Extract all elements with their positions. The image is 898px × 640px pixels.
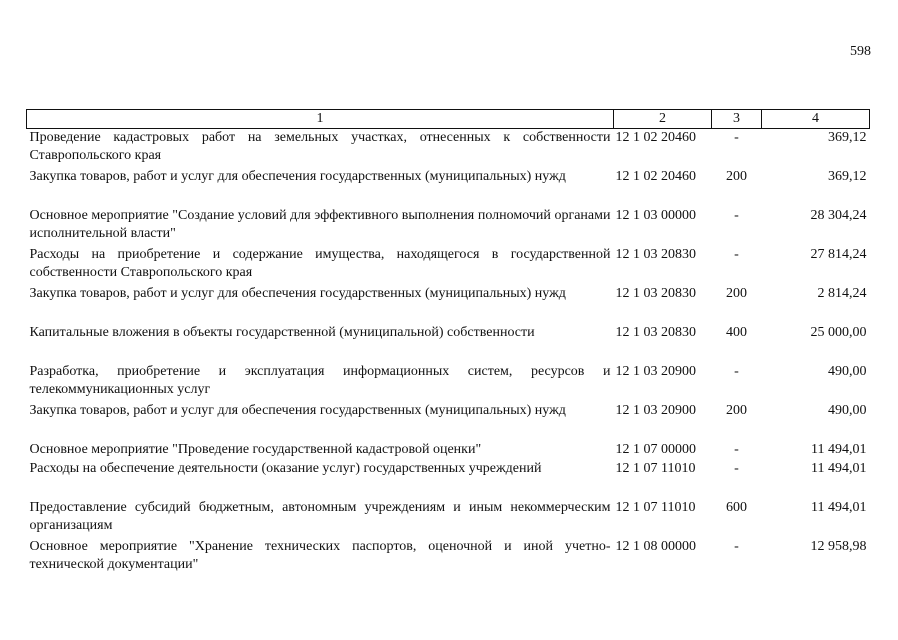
row-code: 12 1 02 20460 (615, 130, 696, 145)
row-amount: 11 494,01 (811, 461, 867, 476)
row-amount: 369,12 (828, 169, 867, 184)
row-type: 200 (726, 403, 747, 418)
row-amount: 12 958,98 (810, 539, 867, 554)
page-number: 598 (850, 44, 871, 59)
table-row (27, 499, 870, 538)
row-type: 400 (726, 325, 747, 340)
row-code: 12 1 02 20460 (615, 169, 696, 184)
row-name: Капитальные вложения в объекты государственной (муниципальной) собственности (29, 325, 535, 340)
row-name: Разработка, приобретение и эксплуатация информационных систем, ресурсов и телекоммуникационных услуг (29, 364, 611, 397)
header-col-4: 4 (762, 110, 870, 129)
row-amount: 11 494,01 (811, 500, 867, 515)
row-name: Предоставление субсидий бюджетным, автономным учреждениям и иным некоммерческим организациям (29, 500, 611, 533)
row-amount: 2 814,24 (817, 286, 867, 301)
row-type: 600 (726, 500, 747, 515)
row-type: 200 (726, 169, 747, 184)
header-col-1: 1 (27, 110, 614, 129)
row-name: Расходы на приобретение и содержание имущества, находящегося в государственной собственности Ставропольского края (29, 247, 611, 280)
row-type: - (734, 364, 739, 379)
row-code: 12 1 07 00000 (615, 442, 696, 457)
row-amount: 11 494,01 (811, 442, 867, 457)
row-amount: 490,00 (828, 364, 867, 379)
row-amount: 27 814,24 (810, 247, 867, 262)
row-type: - (734, 130, 739, 145)
row-name: Основное мероприятие "Хранение технических паспортов, оценочной и иной учетно-технической документации" (29, 539, 611, 572)
row-type: - (734, 208, 739, 223)
row-type: - (734, 461, 739, 476)
row-type: - (734, 247, 739, 262)
row-name: Закупка товаров, работ и услуг для обеспечения государственных (муниципальных) нужд (29, 286, 566, 301)
row-code: 12 1 03 20830 (615, 247, 696, 262)
row-name: Проведение кадастровых работ на земельных участках, отнесенных к собственности Ставропольского края (29, 130, 611, 163)
table-row (27, 363, 870, 402)
row-name: Закупка товаров, работ и услуг для обеспечения государственных (муниципальных) нужд (29, 403, 566, 418)
table-row (27, 285, 870, 324)
row-name: Основное мероприятие "Создание условий для эффективного выполнения полномочий органами исполнительной власти" (29, 208, 611, 241)
table-header-row (27, 110, 870, 129)
table-row (27, 441, 870, 460)
row-type: - (734, 442, 739, 457)
table-row (27, 324, 870, 363)
row-name: Основное мероприятие "Проведение государственной кадастровой оценки" (29, 442, 482, 457)
row-amount: 369,12 (828, 130, 867, 145)
row-amount: 25 000,00 (810, 325, 867, 340)
row-code: 12 1 03 20900 (615, 403, 696, 418)
row-code: 12 1 03 20900 (615, 364, 696, 379)
row-code: 12 1 08 00000 (615, 539, 696, 554)
header-col-2: 2 (614, 110, 712, 129)
header-col-3: 3 (712, 110, 762, 129)
table-row (27, 168, 870, 207)
row-code: 12 1 03 20830 (615, 325, 696, 340)
table-row (27, 402, 870, 441)
row-name: Закупка товаров, работ и услуг для обеспечения государственных (муниципальных) нужд (29, 169, 566, 184)
table-row (27, 538, 870, 577)
table-row (27, 460, 870, 499)
row-type: - (734, 539, 739, 554)
row-name: Расходы на обеспечение деятельности (оказание услуг) государственных учреждений (29, 461, 542, 476)
budget-table (26, 109, 870, 577)
table-row (27, 246, 870, 285)
row-type: 200 (726, 286, 747, 301)
row-code: 12 1 07 11010 (615, 461, 696, 476)
row-amount: 490,00 (828, 403, 867, 418)
table-row (27, 207, 870, 246)
row-code: 12 1 03 00000 (615, 208, 696, 223)
row-amount: 28 304,24 (810, 208, 867, 223)
row-code: 12 1 07 11010 (615, 500, 696, 515)
table-row (27, 129, 870, 169)
row-code: 12 1 03 20830 (615, 286, 696, 301)
